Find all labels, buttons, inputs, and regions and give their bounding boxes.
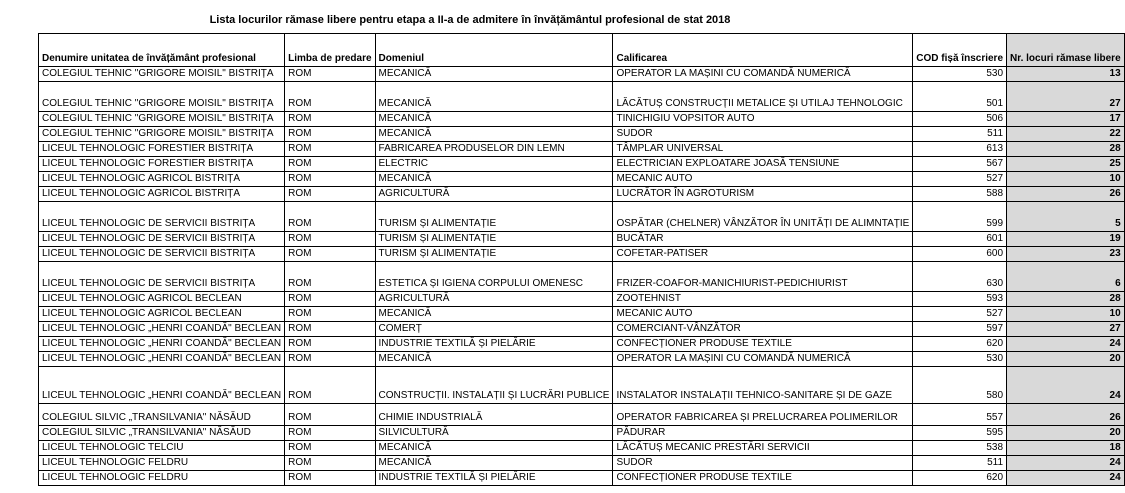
cell-code: 506 bbox=[913, 112, 1007, 127]
cell-language: ROM bbox=[285, 404, 375, 426]
cell-language: ROM bbox=[285, 292, 375, 307]
cell-language: ROM bbox=[285, 142, 375, 157]
cell-places: 24 bbox=[1007, 337, 1125, 352]
cell-unit: LICEUL TEHNOLOGIC AGRICOL BECLEAN bbox=[39, 307, 285, 322]
cell-unit: LICEUL TEHNOLOGIC AGRICOL BISTRIȚA bbox=[39, 172, 285, 187]
cell-unit: LICEUL TEHNOLOGIC „HENRI COANDĂ" BECLEAN bbox=[39, 337, 285, 352]
cell-domain: FABRICAREA PRODUSELOR DIN LEMN bbox=[375, 142, 613, 157]
table-header-row bbox=[39, 34, 1125, 67]
cell-unit: LICEUL TEHNOLOGIC DE SERVICII BISTRIȚA bbox=[39, 202, 285, 232]
cell-code: 557 bbox=[913, 404, 1007, 426]
cell-domain: CONSTRUCȚII. INSTALAȚII ȘI LUCRĂRI PUBLICE bbox=[375, 367, 613, 404]
cell-qualification: LĂCĂTUȘ MECANIC PRESTĂRI SERVICII bbox=[613, 441, 913, 456]
cell-code: 620 bbox=[913, 471, 1007, 486]
cell-qualification: OPERATOR LA MAȘINI CU COMANDĂ NUMERICĂ bbox=[613, 352, 913, 367]
cell-language: ROM bbox=[285, 307, 375, 322]
cell-places: 24 bbox=[1007, 367, 1125, 404]
cell-unit: COLEGIUL TEHNIC "GRIGORE MOISIL" BISTRIȚA bbox=[39, 67, 285, 82]
table-row bbox=[39, 456, 1125, 471]
cell-domain: COMERȚ bbox=[375, 322, 613, 337]
cell-places: 24 bbox=[1007, 456, 1125, 471]
cell-unit: LICEUL TEHNOLOGIC FORESTIER BISTRIȚA bbox=[39, 157, 285, 172]
cell-places: 24 bbox=[1007, 471, 1125, 486]
cell-unit: LICEUL TEHNOLOGIC DE SERVICII BISTRIȚA bbox=[39, 247, 285, 262]
cell-qualification: INSTALATOR INSTALAȚII TEHNICO-SANITARE ȘI DE GAZE bbox=[613, 367, 913, 404]
table-row bbox=[39, 112, 1125, 127]
cell-unit: LICEUL TEHNOLOGIC FELDRU bbox=[39, 471, 285, 486]
cell-language: ROM bbox=[285, 202, 375, 232]
cell-unit: LICEUL TEHNOLOGIC „HENRI COANDĂ" BECLEAN bbox=[39, 367, 285, 404]
cell-domain: ELECTRIC bbox=[375, 157, 613, 172]
cell-language: ROM bbox=[285, 426, 375, 441]
cell-unit: LICEUL TEHNOLOGIC DE SERVICII BISTRIȚA bbox=[39, 232, 285, 247]
cell-code: 538 bbox=[913, 441, 1007, 456]
cell-domain: MECANICĂ bbox=[375, 112, 613, 127]
cell-code: 599 bbox=[913, 202, 1007, 232]
cell-places: 26 bbox=[1007, 404, 1125, 426]
cell-domain: MECANICĂ bbox=[375, 172, 613, 187]
cell-code: 613 bbox=[913, 142, 1007, 157]
cell-qualification: PĂDURAR bbox=[613, 426, 913, 441]
cell-language: ROM bbox=[285, 247, 375, 262]
table-row bbox=[39, 352, 1125, 367]
cell-qualification: CONFECȚIONER PRODUSE TEXTILE bbox=[613, 471, 913, 486]
cell-domain: MECANICĂ bbox=[375, 456, 613, 471]
cell-qualification: OPERATOR FABRICAREA ȘI PRELUCRAREA POLIMERILOR bbox=[613, 404, 913, 426]
cell-places: 17 bbox=[1007, 112, 1125, 127]
cell-domain: AGRICULTURĂ bbox=[375, 187, 613, 202]
cell-unit: LICEUL TEHNOLOGIC FELDRU bbox=[39, 456, 285, 471]
table-body bbox=[39, 67, 1125, 486]
cell-unit: COLEGIUL TEHNIC "GRIGORE MOISIL" BISTRIȚA bbox=[39, 82, 285, 112]
cell-qualification: SUDOR bbox=[613, 127, 913, 142]
cell-qualification: CONFECȚIONER PRODUSE TEXTILE bbox=[613, 337, 913, 352]
cell-code: 600 bbox=[913, 247, 1007, 262]
cell-unit: COLEGIUL TEHNIC "GRIGORE MOISIL" BISTRIȚA bbox=[39, 127, 285, 142]
cell-domain: MECANICĂ bbox=[375, 127, 613, 142]
header-domain: Domeniul bbox=[375, 34, 613, 67]
cell-language: ROM bbox=[285, 441, 375, 456]
cell-code: 530 bbox=[913, 352, 1007, 367]
table-row bbox=[39, 82, 1125, 112]
cell-unit: COLEGIUL SILVIC „TRANSILVANIA" NĂSĂUD bbox=[39, 426, 285, 441]
cell-domain: ESTETICA ȘI IGIENA CORPULUI OMENESC bbox=[375, 262, 613, 292]
cell-code: 511 bbox=[913, 456, 1007, 471]
table-row bbox=[39, 202, 1125, 232]
cell-language: ROM bbox=[285, 67, 375, 82]
cell-domain: INDUSTRIE TEXTILĂ ȘI PIELĂRIE bbox=[375, 471, 613, 486]
cell-places: 25 bbox=[1007, 157, 1125, 172]
cell-domain: MECANICĂ bbox=[375, 82, 613, 112]
cell-domain: MECANICĂ bbox=[375, 67, 613, 82]
cell-qualification: MECANIC AUTO bbox=[613, 172, 913, 187]
cell-places: 28 bbox=[1007, 292, 1125, 307]
cell-code: 601 bbox=[913, 232, 1007, 247]
cell-qualification: COMERCIANT-VÂNZĂTOR bbox=[613, 322, 913, 337]
cell-unit: LICEUL TEHNOLOGIC AGRICOL BECLEAN bbox=[39, 292, 285, 307]
cell-places: 18 bbox=[1007, 441, 1125, 456]
cell-qualification: ELECTRICIAN EXPLOATARE JOASĂ TENSIUNE bbox=[613, 157, 913, 172]
cell-places: 27 bbox=[1007, 322, 1125, 337]
cell-language: ROM bbox=[285, 367, 375, 404]
cell-domain: INDUSTRIE TEXTILĂ ȘI PIELĂRIE bbox=[375, 337, 613, 352]
cell-language: ROM bbox=[285, 187, 375, 202]
table-row bbox=[39, 67, 1125, 82]
cell-qualification: COFETAR-PATISER bbox=[613, 247, 913, 262]
cell-places: 10 bbox=[1007, 172, 1125, 187]
cell-places: 28 bbox=[1007, 142, 1125, 157]
cell-language: ROM bbox=[285, 232, 375, 247]
cell-places: 10 bbox=[1007, 307, 1125, 322]
cell-places: 20 bbox=[1007, 426, 1125, 441]
cell-code: 630 bbox=[913, 262, 1007, 292]
cell-qualification: ZOOTEHNIST bbox=[613, 292, 913, 307]
cell-places: 5 bbox=[1007, 202, 1125, 232]
cell-domain: MECANICĂ bbox=[375, 307, 613, 322]
table-row bbox=[39, 127, 1125, 142]
cell-code: 588 bbox=[913, 187, 1007, 202]
table-row bbox=[39, 157, 1125, 172]
cell-language: ROM bbox=[285, 112, 375, 127]
table-row bbox=[39, 247, 1125, 262]
cell-unit: LICEUL TEHNOLOGIC FORESTIER BISTRIȚA bbox=[39, 142, 285, 157]
cell-places: 26 bbox=[1007, 187, 1125, 202]
table-row bbox=[39, 142, 1125, 157]
table-row bbox=[39, 262, 1125, 292]
cell-domain: CHIMIE INDUSTRIALĂ bbox=[375, 404, 613, 426]
cell-language: ROM bbox=[285, 322, 375, 337]
cell-unit: LICEUL TEHNOLOGIC DE SERVICII BISTRIȚA bbox=[39, 262, 285, 292]
cell-places: 19 bbox=[1007, 232, 1125, 247]
cell-qualification: TÂMPLAR UNIVERSAL bbox=[613, 142, 913, 157]
cell-qualification: LUCRĂTOR ÎN AGROTURISM bbox=[613, 187, 913, 202]
cell-code: 511 bbox=[913, 127, 1007, 142]
cell-unit: COLEGIUL SILVIC „TRANSILVANIA" NĂSĂUD bbox=[39, 404, 285, 426]
cell-language: ROM bbox=[285, 262, 375, 292]
cell-code: 597 bbox=[913, 322, 1007, 337]
cell-qualification: BUCĂTAR bbox=[613, 232, 913, 247]
cell-domain: TURISM ȘI ALIMENTAȚIE bbox=[375, 247, 613, 262]
cell-qualification: SUDOR bbox=[613, 456, 913, 471]
cell-unit: LICEUL TEHNOLOGIC TELCIU bbox=[39, 441, 285, 456]
header-qualification: Calificarea bbox=[613, 34, 913, 67]
cell-language: ROM bbox=[285, 127, 375, 142]
table-row bbox=[39, 322, 1125, 337]
table-row bbox=[39, 172, 1125, 187]
cell-code: 620 bbox=[913, 337, 1007, 352]
cell-language: ROM bbox=[285, 82, 375, 112]
cell-code: 527 bbox=[913, 307, 1007, 322]
cell-qualification: OSPĂTAR (CHELNER) VÂNZĂTOR ÎN UNITĂȚI DE ALIMNTAȚIE bbox=[613, 202, 913, 232]
cell-code: 501 bbox=[913, 82, 1007, 112]
cell-language: ROM bbox=[285, 337, 375, 352]
cell-domain: AGRICULTURĂ bbox=[375, 292, 613, 307]
cell-code: 580 bbox=[913, 367, 1007, 404]
cell-language: ROM bbox=[285, 157, 375, 172]
table-row bbox=[39, 337, 1125, 352]
cell-unit: LICEUL TEHNOLOGIC AGRICOL BISTRIȚA bbox=[39, 187, 285, 202]
cell-domain: SILVICULTURĂ bbox=[375, 426, 613, 441]
table-row bbox=[39, 426, 1125, 441]
table-row bbox=[39, 292, 1125, 307]
cell-language: ROM bbox=[285, 352, 375, 367]
cell-unit: LICEUL TEHNOLOGIC „HENRI COANDĂ" BECLEAN bbox=[39, 352, 285, 367]
cell-language: ROM bbox=[285, 172, 375, 187]
cell-qualification: LĂCĂTUȘ CONSTRUCȚII METALICE ȘI UTILAJ TEHNOLOGIC bbox=[613, 82, 913, 112]
document-title: Lista locurilor rămase libere pentru etapa a II-a de admitere în învățământul profesional de stat 2018 bbox=[209, 14, 731, 26]
cell-unit: LICEUL TEHNOLOGIC „HENRI COANDĂ" BECLEAN bbox=[39, 322, 285, 337]
cell-places: 13 bbox=[1007, 67, 1125, 82]
cell-language: ROM bbox=[285, 471, 375, 486]
table-row bbox=[39, 187, 1125, 202]
cell-code: 530 bbox=[913, 67, 1007, 82]
cell-places: 22 bbox=[1007, 127, 1125, 142]
cell-qualification: MECANIC AUTO bbox=[613, 307, 913, 322]
cell-language: ROM bbox=[285, 456, 375, 471]
cell-places: 27 bbox=[1007, 82, 1125, 112]
cell-domain: MECANICĂ bbox=[375, 352, 613, 367]
header-code: COD fișă înscriere bbox=[913, 34, 1007, 67]
cell-qualification: OPERATOR LA MAȘINI CU COMANDĂ NUMERICĂ bbox=[613, 67, 913, 82]
cell-places: 20 bbox=[1007, 352, 1125, 367]
header-language: Limba de predare bbox=[285, 34, 375, 67]
table-row bbox=[39, 307, 1125, 322]
header-unit: Denumire unitatea de învățământ profesional bbox=[39, 34, 285, 67]
table-row bbox=[39, 232, 1125, 247]
cell-code: 593 bbox=[913, 292, 1007, 307]
cell-domain: TURISM ȘI ALIMENTAȚIE bbox=[375, 202, 613, 232]
header-places: Nr. locuri rămase libere bbox=[1007, 34, 1125, 67]
table-row bbox=[39, 367, 1125, 404]
table-row bbox=[39, 471, 1125, 486]
table-row bbox=[39, 404, 1125, 426]
places-table bbox=[38, 33, 1125, 486]
cell-code: 595 bbox=[913, 426, 1007, 441]
cell-places: 6 bbox=[1007, 262, 1125, 292]
table-row bbox=[39, 441, 1125, 456]
cell-qualification: TINICHIGIU VOPSITOR AUTO bbox=[613, 112, 913, 127]
cell-code: 527 bbox=[913, 172, 1007, 187]
cell-unit: COLEGIUL TEHNIC "GRIGORE MOISIL" BISTRIȚA bbox=[39, 112, 285, 127]
cell-domain: MECANICĂ bbox=[375, 441, 613, 456]
cell-qualification: FRIZER-COAFOR-MANICHIURIST-PEDICHIURIST bbox=[613, 262, 913, 292]
cell-places: 23 bbox=[1007, 247, 1125, 262]
cell-domain: TURISM ȘI ALIMENTAȚIE bbox=[375, 232, 613, 247]
cell-code: 567 bbox=[913, 157, 1007, 172]
